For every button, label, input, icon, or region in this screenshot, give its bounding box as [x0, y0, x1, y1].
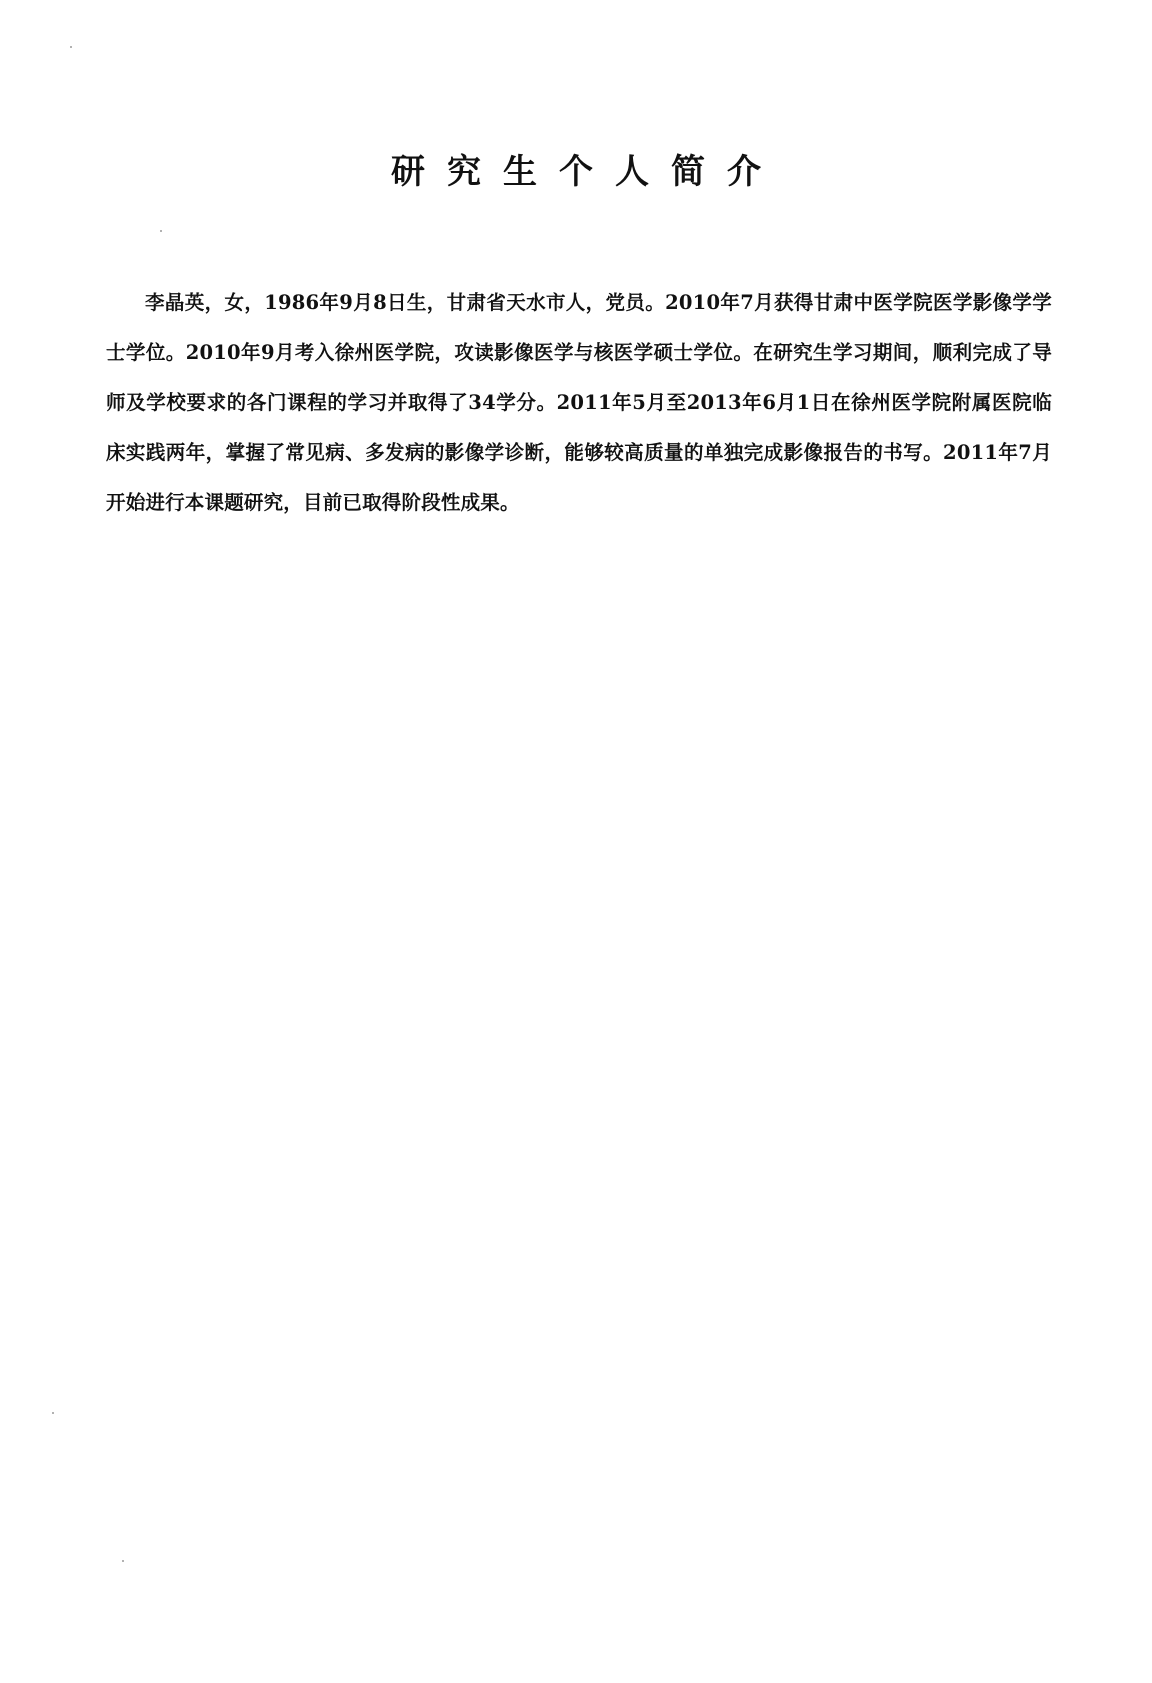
- scan-speck: [70, 46, 72, 48]
- scan-speck: [122, 1560, 124, 1562]
- biography-paragraph: 李晶英，女，1986年9月8日生，甘肃省天水市人，党员。2010年7月获得甘肃中医学院医学影像学学士学位。2010年9月考入徐州医学院，攻读影像医学与核医学硕士学位。在研究生学习期间，顺利完成了导师及学校要求的各门课程的学习并取得了34学分。2011年5月至2013年6月1日在徐州医学院附属医院临床实践两年，掌握了常见病、多发病的影像学诊断，能够较高质量的单独完成影像报告的书写。2011年7月开始进行本课题研究，目前已取得阶段性成果。: [106, 291, 1052, 514]
- scan-speck: [52, 1412, 54, 1414]
- scan-speck: [160, 230, 162, 232]
- page-title: 研究生个人简介: [391, 152, 783, 192]
